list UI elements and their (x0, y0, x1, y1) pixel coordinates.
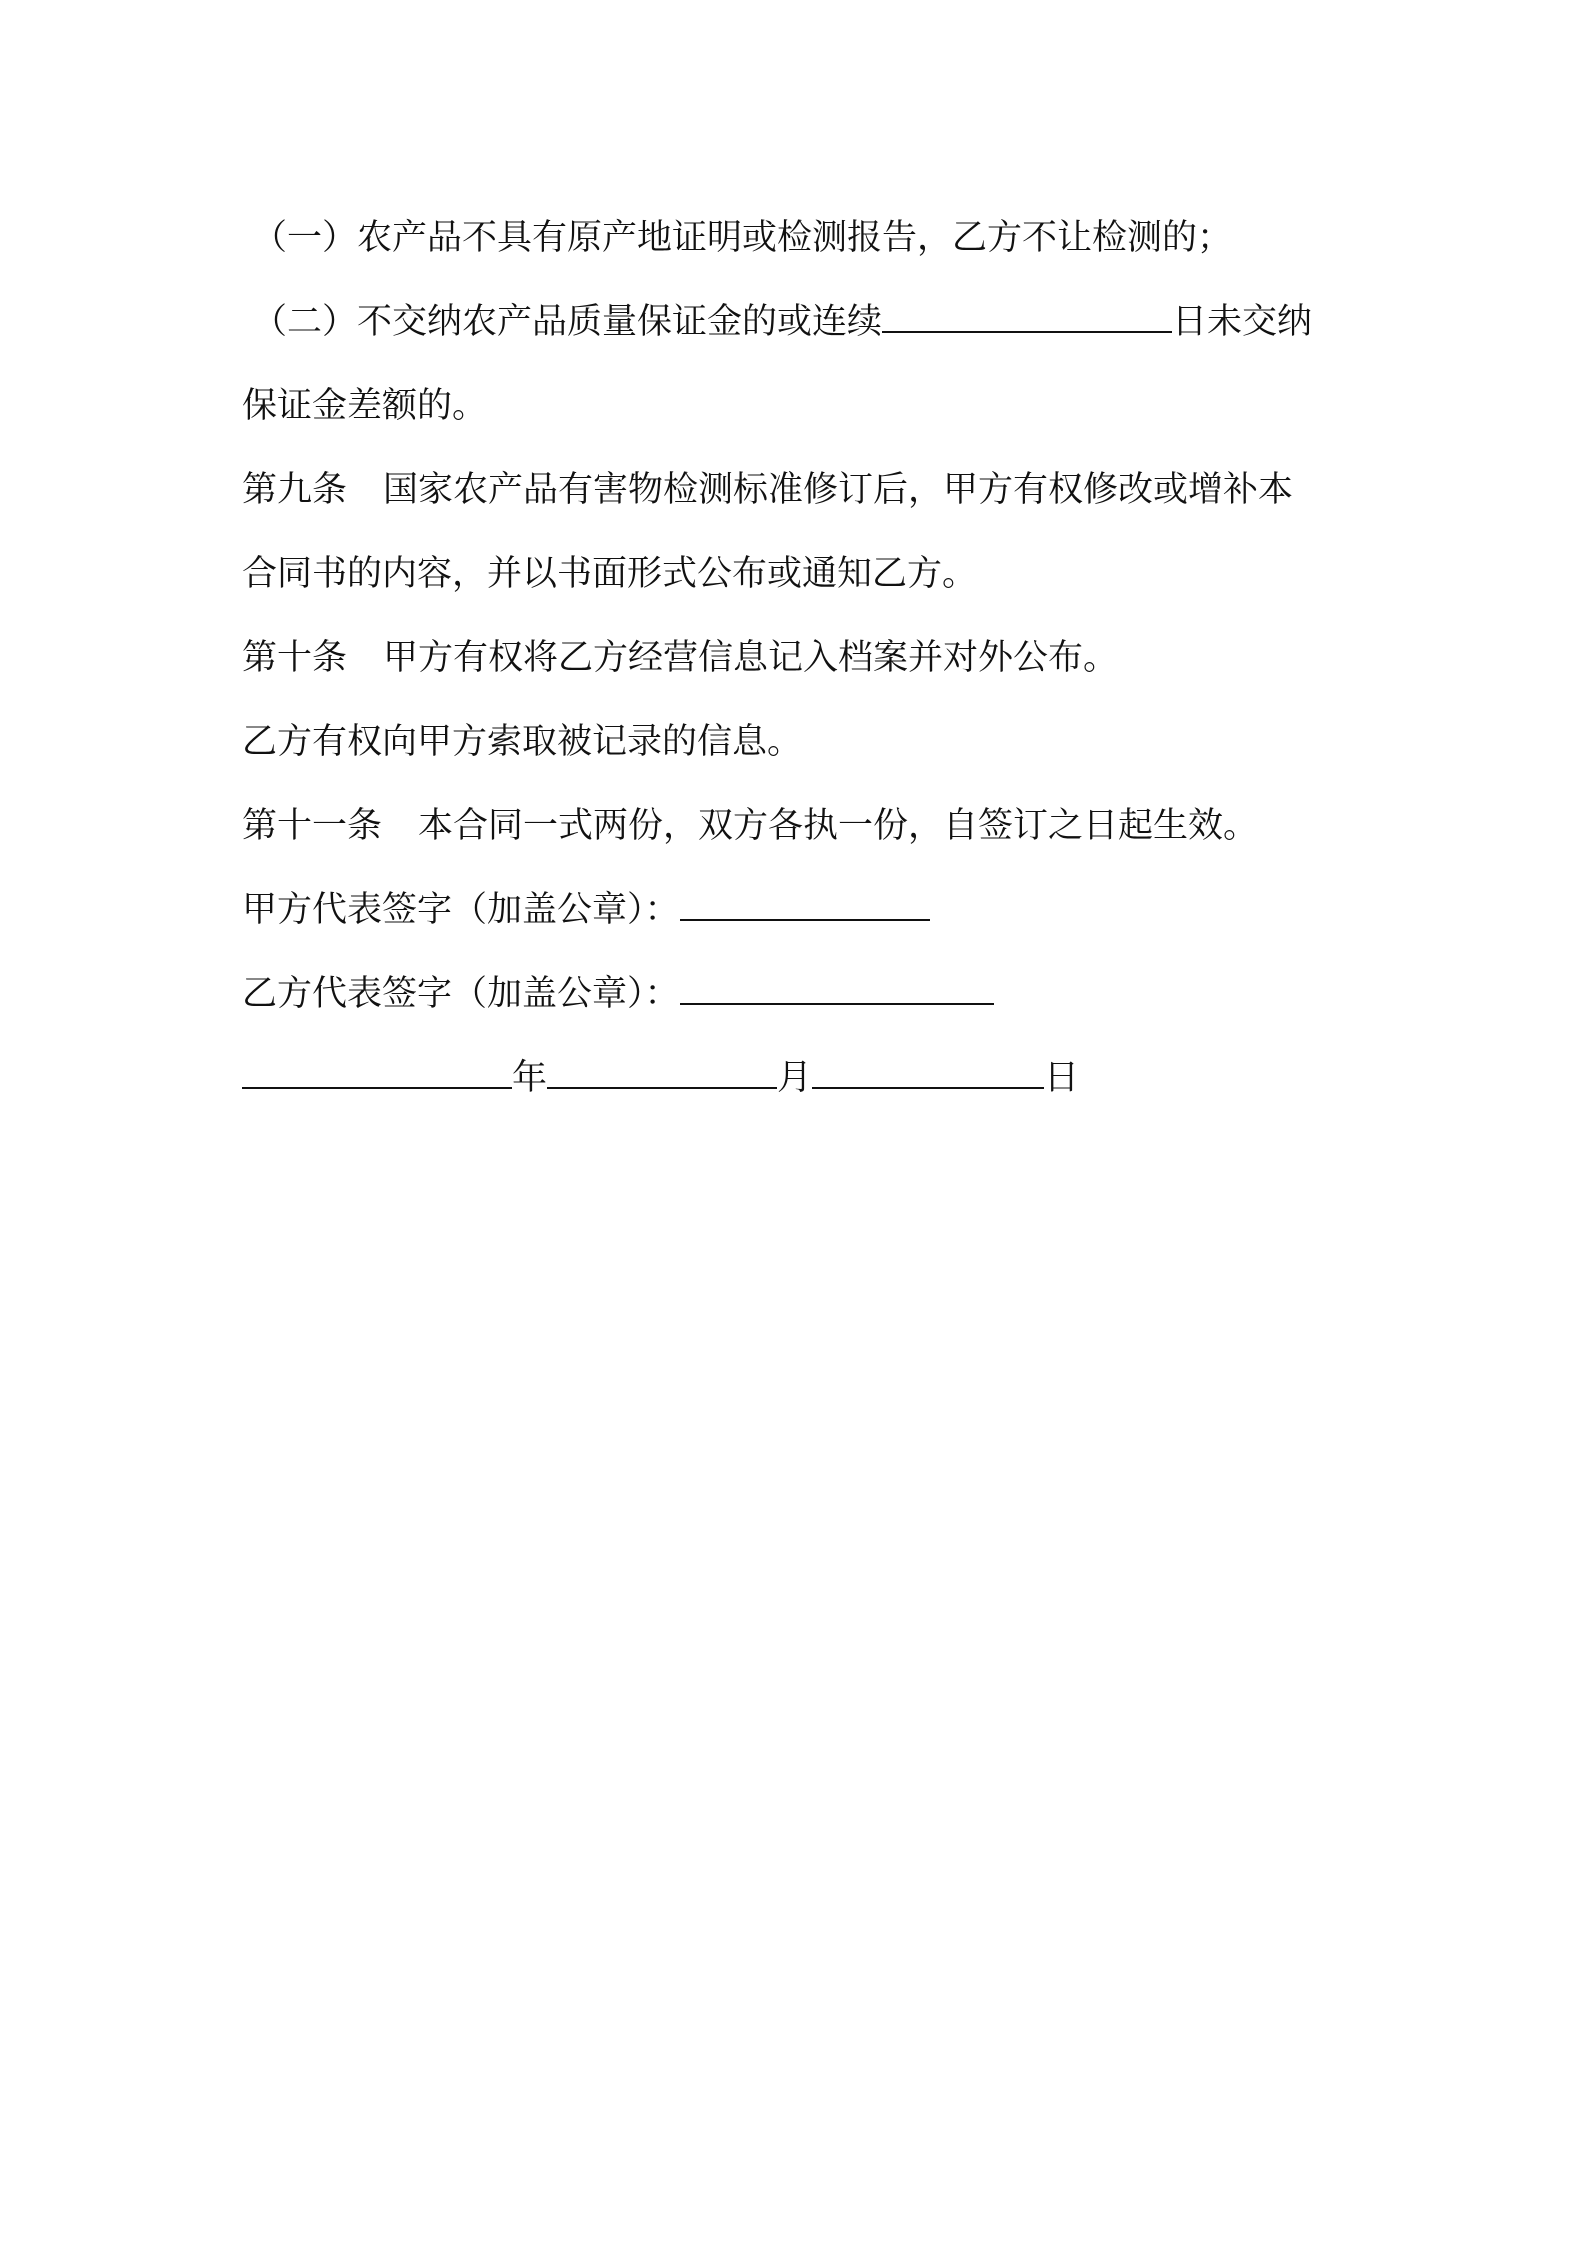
article-9-cont-text: 合同书的内容，并以书面形式公布或通知乙方。 (242, 554, 978, 594)
clause-item-1 (242, 196, 1352, 280)
clause-item-2-continuation (242, 364, 1352, 448)
document-body (242, 196, 1352, 1120)
signature-party-a-label: 甲方代表签字（加盖公章）： (242, 890, 680, 930)
clause-item-2-cont-text: 保证金差额的。 (242, 386, 488, 426)
year-label: 年 (512, 1058, 548, 1098)
days-blank-field[interactable] (882, 303, 1172, 333)
clause-item-1-text: （一）农产品不具有原产地证明或检测报告，乙方不让检测的； (252, 218, 1233, 258)
signature-party-b-field[interactable] (680, 975, 994, 1005)
article-10-text: 甲方有权将乙方经营信息记入档案并对外公布。 (383, 638, 1119, 678)
article-9 (242, 448, 1352, 532)
day-label: 日 (1044, 1058, 1080, 1098)
article-10-continuation (242, 700, 1352, 784)
signature-party-a-field[interactable] (680, 891, 930, 921)
clause-item-2 (242, 280, 1352, 364)
article-10-heading: 第十条 (242, 638, 348, 678)
day-field[interactable] (812, 1059, 1044, 1089)
article-11 (242, 784, 1352, 868)
article-10 (242, 616, 1352, 700)
clause-item-2-text-start: （二）不交纳农产品质量保证金的或连续 (252, 302, 883, 342)
article-9-text: 国家农产品有害物检测标准修订后，甲方有权修改或增补本 (383, 470, 1294, 510)
article-11-heading: 第十一条 (242, 806, 383, 846)
month-label: 月 (777, 1058, 813, 1098)
signature-party-b (242, 952, 1352, 1036)
year-field[interactable] (242, 1059, 512, 1089)
article-10-cont-text: 乙方有权向甲方索取被记录的信息。 (242, 722, 803, 762)
date-line (242, 1036, 1352, 1120)
month-field[interactable] (547, 1059, 777, 1089)
article-11-text: 本合同一式两份，双方各执一份，自签订之日起生效。 (418, 806, 1259, 846)
signature-party-b-label: 乙方代表签字（加盖公章）： (242, 974, 680, 1014)
signature-party-a (242, 868, 1352, 952)
article-9-heading: 第九条 (242, 470, 348, 510)
article-9-continuation (242, 532, 1352, 616)
clause-item-2-text-end: 日未交纳 (1172, 302, 1313, 342)
